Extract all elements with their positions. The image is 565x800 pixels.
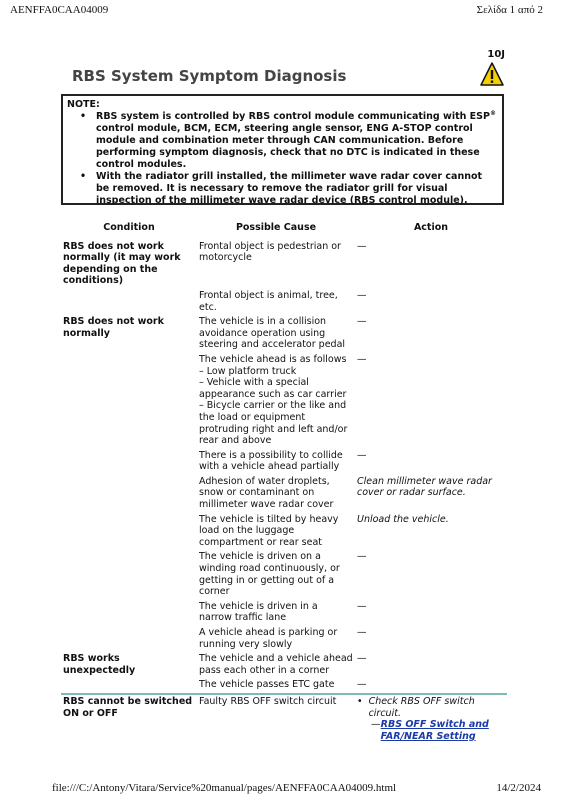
rbs-off-switch-link[interactable]: RBS OFF Switch and FAR/NEAR Setting: [380, 719, 489, 742]
cause-cell: The vehicle is tilted by heavy load on the luggage compartment or rear seat: [199, 513, 339, 548]
note-item: • RBS system is controlled by RBS control module communicating with ESP® control module, BCM, ECM, steering angle sensor, ENG A-STOP control module and combination meter through CAN communication. Before performing symptom diagnosis, check that no DTC is indicated in these control modules.: [67, 111, 498, 171]
table-row: [61, 240, 507, 289]
cause-cell: The vehicle passes ETC gate: [199, 679, 335, 691]
cause-cell: A vehicle ahead is parking or running very slowly: [199, 627, 338, 650]
action-cell: —: [357, 449, 367, 461]
cause-cell: [197, 353, 355, 449]
warning-triangle-icon: [480, 62, 504, 86]
action-cell: Clean millimeter wave radar cover or radar surface.: [357, 475, 492, 499]
cause-line: – Low platform truck: [199, 365, 297, 377]
action-bullet-text: Check RBS OFF switch circuit.: [368, 695, 475, 719]
condition-cell: [61, 678, 197, 694]
symptom-diagnosis-table: [61, 222, 507, 744]
cause-cell: The vehicle is driven on a winding road continuously, or getting in or getting out of a corner: [199, 551, 340, 598]
table-row: [61, 315, 507, 353]
condition-cell: RBS does not work normally (it may work depending on the conditions): [63, 240, 181, 287]
footer-date: 14/2/2024: [496, 782, 541, 794]
condition-cell: [61, 449, 197, 475]
condition-cell: RBS cannot be switched ON or OFF: [61, 694, 197, 744]
condition-cell: [61, 353, 197, 449]
cause-line: The vehicle ahead is as follows: [199, 353, 347, 365]
column-header-action: Action: [413, 222, 449, 233]
action-cell: —: [357, 679, 367, 691]
action-cell: —: [357, 353, 367, 365]
table-row: [61, 600, 507, 626]
condition-cell: [61, 626, 197, 652]
cause-cell: Faulty RBS OFF switch circuit: [197, 694, 355, 744]
cause-cell: The vehicle and a vehicle ahead pass each other in a corner: [199, 653, 353, 676]
table-row: [61, 652, 507, 678]
table-row: [61, 694, 507, 744]
action-cell: —: [357, 653, 367, 665]
condition-cell: [61, 513, 197, 551]
note-box: [61, 94, 504, 205]
condition-cell: [61, 550, 197, 599]
header-page-number: Σελίδα 1 από 2: [476, 4, 543, 16]
table-row: [61, 353, 507, 449]
cause-cell: Frontal object is pedestrian or motorcycle: [199, 240, 341, 264]
action-cell: [355, 694, 507, 744]
condition-cell: RBS works unexpectedly: [63, 653, 136, 676]
column-header-condition: Condition: [103, 222, 155, 233]
table-row: [61, 513, 507, 551]
table-row: [61, 550, 507, 599]
cause-line: – Bicycle carrier or the like and the load or equipment protruding right and left and/or rear and above: [199, 400, 348, 447]
action-cell: —: [357, 600, 367, 612]
column-header-cause: Possible Cause: [235, 222, 317, 233]
cause-cell: Frontal object is animal, tree, etc.: [199, 289, 338, 313]
cause-cell: Adhesion of water droplets, snow or contaminant on millimeter wave radar cover: [199, 475, 334, 511]
bullet-icon: •: [357, 695, 363, 707]
footer-file-path: file:///C:/Antony/Vitara/Service%20manual/pages/AENFFA0CAA04009.html: [52, 782, 397, 794]
cause-cell: The vehicle is driven in a narrow traffic lane: [199, 600, 318, 624]
action-cell: —: [357, 627, 367, 638]
dash-icon: —: [371, 719, 381, 731]
action-link-row: [357, 719, 505, 742]
condition-cell: RBS does not work normally: [63, 316, 164, 339]
cause-line: – Vehicle with a special appearance such as car carrier: [199, 377, 347, 400]
cause-cell: The vehicle is in a collision avoidance operation using steering and accelerator pedal: [199, 316, 346, 351]
section-code: 10J: [487, 49, 505, 60]
condition-cell: [61, 600, 197, 626]
table-row: [61, 449, 507, 475]
action-bullet: [357, 696, 505, 719]
cause-cell: There is a possibility to collide with a vehicle ahead partially: [199, 449, 343, 473]
table-row: [61, 289, 507, 315]
page-title: RBS System Symptom Diagnosis: [72, 67, 347, 85]
action-cell: Unload the vehicle.: [357, 513, 449, 525]
action-cell: —: [357, 289, 367, 301]
table-header-row: [61, 222, 507, 240]
table-row: [61, 626, 507, 652]
action-cell: —: [357, 551, 367, 563]
condition-cell: [61, 289, 197, 315]
condition-cell: [61, 475, 197, 513]
table-row: [61, 678, 507, 694]
action-cell: —: [357, 240, 367, 252]
header-doc-id: AENFFA0CAA04009: [10, 4, 109, 16]
note-item: • With the radiator grill installed, the millimeter wave radar cover cannot be removed. It is necessary to remove the radiator grill for visual inspection of the millimeter wave radar device (RBS control module).: [67, 171, 498, 207]
table-row: [61, 475, 507, 513]
note-label: NOTE:: [67, 99, 100, 110]
action-cell: —: [357, 316, 367, 328]
